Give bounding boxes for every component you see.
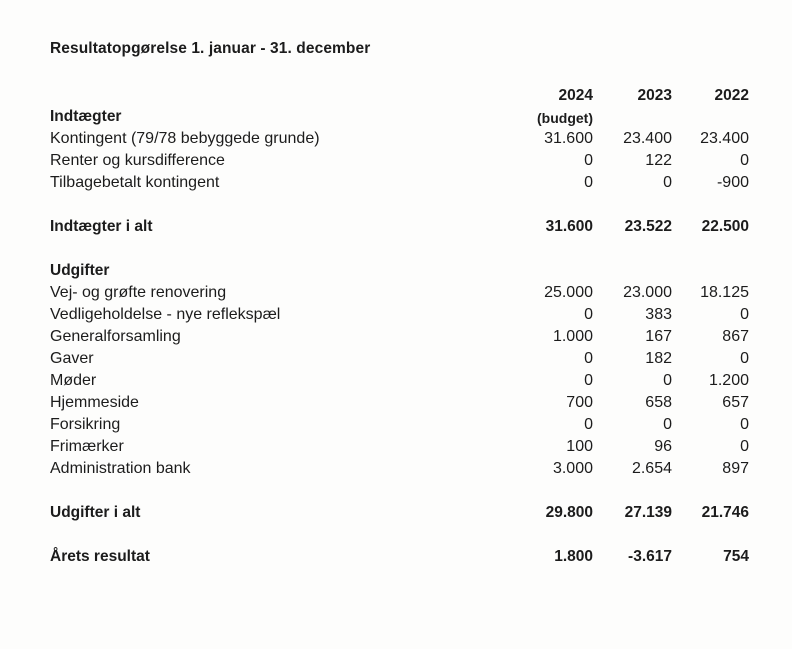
row-label: Vedligeholdelse - nye reflekspæl xyxy=(50,306,281,323)
value-2024: 31.600 xyxy=(544,130,593,147)
income-total-2022: 22.500 xyxy=(701,218,749,235)
value-2024: 100 xyxy=(566,438,593,455)
row-label: Gaver xyxy=(50,350,94,367)
budget-note-row xyxy=(0,107,792,129)
year-2023-header: 2023 xyxy=(637,87,672,104)
result-2022: 754 xyxy=(723,548,749,565)
value-2024: 0 xyxy=(584,174,593,191)
value-2024: 25.000 xyxy=(544,284,593,301)
value-2024: 1.000 xyxy=(552,328,593,345)
table-row xyxy=(0,458,792,480)
value-2024: 0 xyxy=(584,306,593,323)
value-2023: 0 xyxy=(663,174,672,191)
value-2022: 23.400 xyxy=(700,130,749,147)
value-2023: 658 xyxy=(645,394,672,411)
table-row xyxy=(0,414,792,436)
table-row xyxy=(0,128,792,150)
value-2022: 0 xyxy=(740,152,749,169)
value-2023: 0 xyxy=(663,416,672,433)
value-2022: 0 xyxy=(740,306,749,323)
value-2023: 167 xyxy=(645,328,672,345)
expenses-total-2022: 21.746 xyxy=(701,504,749,521)
row-label: Frimærker xyxy=(50,438,124,455)
year-2024-header: 2024 xyxy=(558,87,593,104)
value-2022: 0 xyxy=(740,438,749,455)
expenses-total-2023: 27.139 xyxy=(624,504,672,521)
page-title: Resultatopgørelse 1. januar - 31. december xyxy=(50,40,371,57)
value-2022: 18.125 xyxy=(700,284,749,301)
income-total-2024: 31.600 xyxy=(545,218,593,235)
value-2024: 0 xyxy=(584,416,593,433)
expenses-total-label: Udgifter i alt xyxy=(50,504,141,521)
value-2022: 897 xyxy=(722,460,749,477)
value-2022: -900 xyxy=(716,174,749,191)
value-2023: 122 xyxy=(645,152,672,169)
value-2023: 383 xyxy=(645,306,672,323)
value-2024: 0 xyxy=(584,152,593,169)
row-label: Forsikring xyxy=(50,416,121,433)
income-total-label: Indtægter i alt xyxy=(50,218,153,235)
table-row xyxy=(0,326,792,348)
value-2024: 0 xyxy=(584,372,593,389)
expenses-total-row xyxy=(0,502,792,524)
value-2022: 0 xyxy=(740,350,749,367)
income-total-row xyxy=(0,216,792,238)
row-label: Vej- og grøfte renovering xyxy=(50,284,227,301)
result-2024: 1.800 xyxy=(554,548,593,565)
table-row xyxy=(0,150,792,172)
table-row xyxy=(0,392,792,414)
budget-note: (budget) xyxy=(537,110,593,126)
value-2023: 96 xyxy=(654,438,672,455)
row-label: Renter og kursdifference xyxy=(50,152,225,169)
expenses-total-2024: 29.800 xyxy=(545,504,593,521)
value-2023: 23.000 xyxy=(623,284,672,301)
income-total-2023: 23.522 xyxy=(624,218,672,235)
value-2023: 182 xyxy=(645,350,672,367)
value-2022: 1.200 xyxy=(708,372,749,389)
year-header-row xyxy=(0,85,792,107)
value-2023: 23.400 xyxy=(623,130,672,147)
result-row xyxy=(0,546,792,568)
result-label: Årets resultat xyxy=(50,548,150,565)
value-2023: 0 xyxy=(663,372,672,389)
row-label: Generalforsamling xyxy=(50,328,181,345)
table-row xyxy=(0,304,792,326)
result-2023: -3.617 xyxy=(628,548,672,565)
table-row xyxy=(0,282,792,304)
row-label: Hjemmeside xyxy=(50,394,139,411)
table-row xyxy=(0,436,792,458)
expenses-heading-row xyxy=(0,260,792,282)
value-2024: 3.000 xyxy=(552,460,593,477)
year-2022-header: 2022 xyxy=(714,87,749,104)
value-2024: 700 xyxy=(566,394,593,411)
income-heading: Indtægter xyxy=(50,108,122,125)
table-row xyxy=(0,348,792,370)
table-row xyxy=(0,172,792,194)
value-2022: 867 xyxy=(722,328,749,345)
row-label: Administration bank xyxy=(50,460,191,477)
row-label: Kontingent (79/78 bebyggede grunde) xyxy=(50,130,320,147)
row-label: Tilbagebetalt kontingent xyxy=(50,174,220,191)
row-label: Møder xyxy=(50,372,97,389)
value-2022: 657 xyxy=(722,394,749,411)
expenses-heading: Udgifter xyxy=(50,262,110,279)
value-2023: 2.654 xyxy=(631,460,672,477)
value-2022: 0 xyxy=(740,416,749,433)
table-row xyxy=(0,370,792,392)
value-2024: 0 xyxy=(584,350,593,367)
